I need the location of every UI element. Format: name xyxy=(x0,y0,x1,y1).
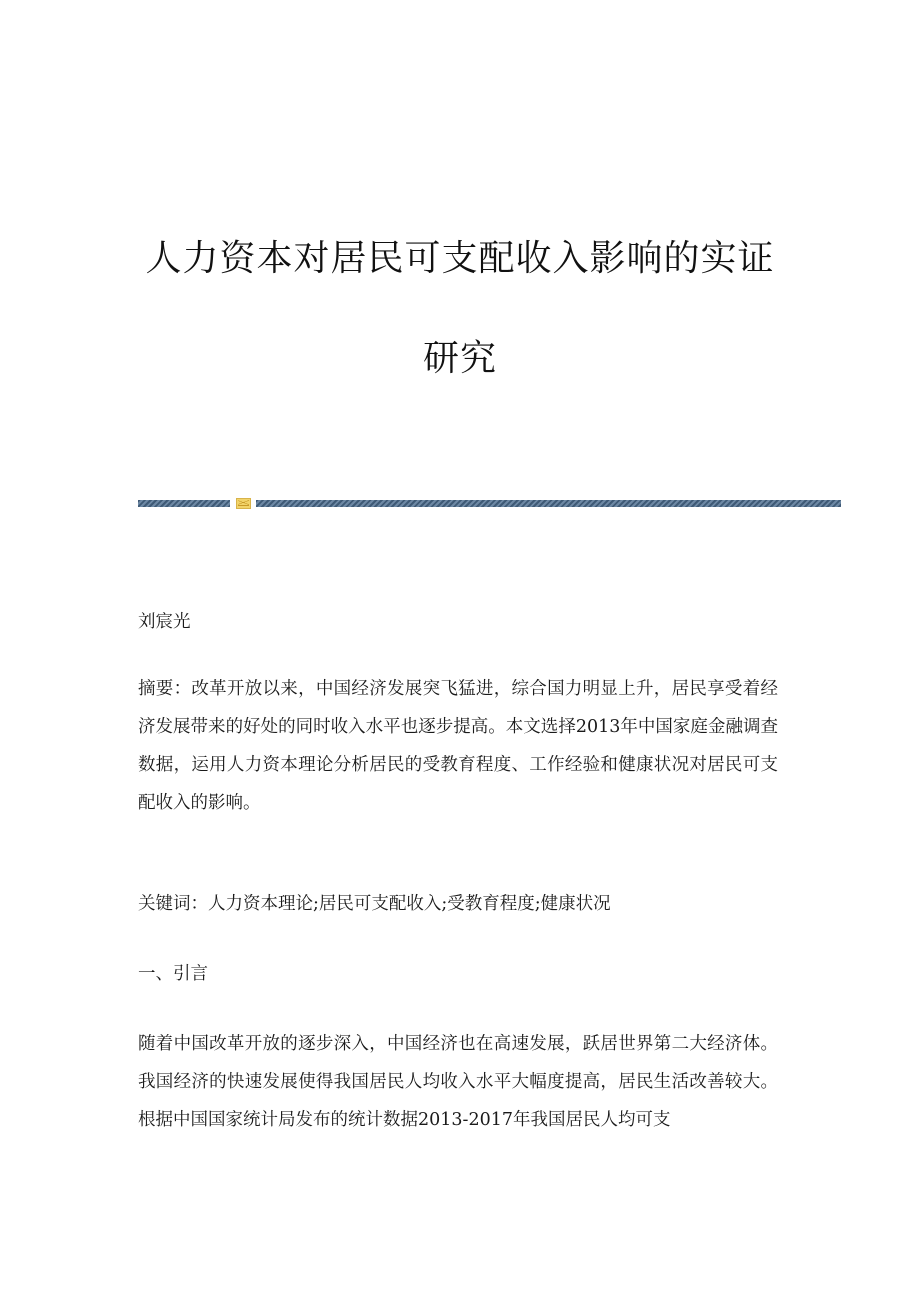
abstract-label: 摘要： xyxy=(138,679,192,699)
keywords-text: 人力资本理论;居民可支配收入;受教育程度;健康状况 xyxy=(208,894,611,914)
section-heading-introduction: 一、引言 xyxy=(138,964,208,984)
keywords-label: 关键词： xyxy=(138,894,208,914)
introduction-paragraph: 随着中国改革开放的逐步深入，中国经济也在高速发展，跃居世界第二大经济体。我国经济的快速发展使得我国居民人均收入水平大幅度提高，居民生活改善较大。根据中国国家统计局发布的统计数据2013-2017年我国居民人均可支 xyxy=(138,1034,778,1130)
abstract-text: 改革开放以来，中国经济发展突飞猛进，综合国力明显上升，居民享受着经济发展带来的好处的同时收入水平也逐步提高。本文选择2013年中国家庭金融调查数据，运用人力资本理论分析居民的受教育程度、工作经验和健康状况对居民可支配收入的影响。 xyxy=(138,679,778,813)
keywords-paragraph xyxy=(138,885,778,923)
title-divider xyxy=(138,498,841,509)
envelope-icon xyxy=(236,498,251,509)
document-title-line-1: 人力资本对居民可支配收入影响的实证 xyxy=(145,238,775,279)
abstract-paragraph xyxy=(138,670,778,822)
divider-bar-right xyxy=(256,500,841,507)
divider-bar-left xyxy=(138,500,230,507)
document-title-line-2: 研究 xyxy=(422,338,497,379)
author-name: 刘宸光 xyxy=(138,612,191,632)
